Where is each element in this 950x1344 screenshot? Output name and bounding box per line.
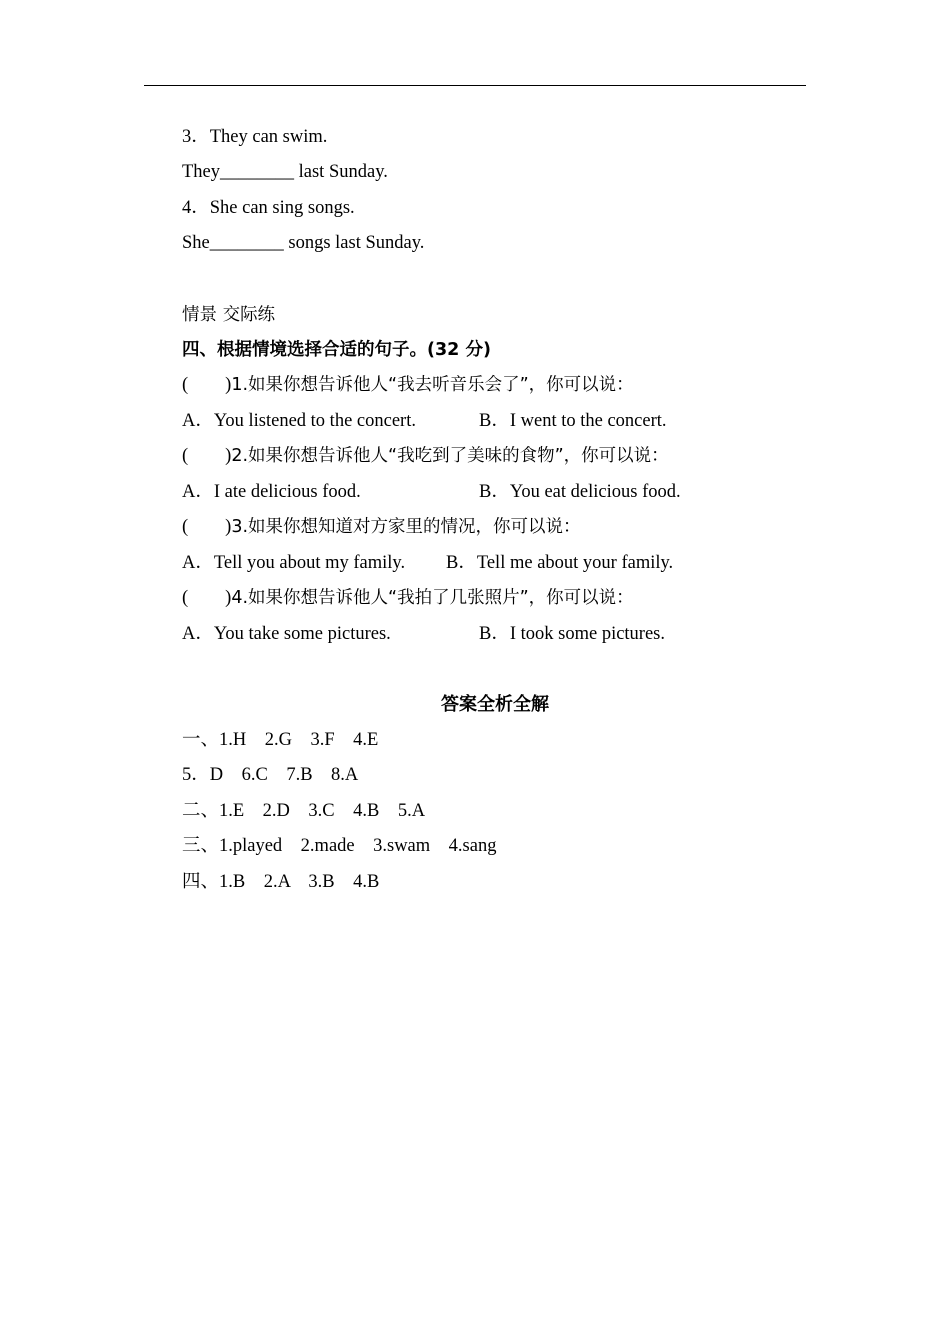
question-text: 1.如果你想告诉他人“我去听音乐会了”，你可以说： bbox=[231, 375, 634, 395]
section4-heading: 四、根据情境选择合适的句子。(32 分) bbox=[182, 340, 491, 360]
question-text: 3.如果你想知道对方家里的情况，你可以说： bbox=[231, 517, 581, 537]
question-text: 2.如果你想告诉他人“我吃到了美味的食物”，你可以说： bbox=[231, 446, 669, 466]
answer-paren: ( ) bbox=[182, 588, 232, 608]
q2-option-a: A．I ate delicious food. bbox=[182, 482, 361, 502]
q3-option-a: A．Tell you about my family. bbox=[182, 553, 406, 573]
header-rule bbox=[144, 85, 806, 86]
question-3 bbox=[182, 515, 581, 539]
q1-option-b: B．I went to the concert. bbox=[479, 411, 667, 431]
answer-paren: ( ) bbox=[182, 517, 232, 537]
question-4 bbox=[182, 586, 634, 610]
q4-option-b: B．I took some pictures. bbox=[479, 624, 666, 644]
q4-answer-line: She________ songs last Sunday. bbox=[182, 233, 425, 253]
q3-prompt: 3．They can swim. bbox=[182, 127, 328, 147]
answer-row: 三、1.played 2.made 3.swam 4.sang bbox=[182, 836, 497, 856]
answers-title: 答案全析全解 bbox=[441, 694, 549, 715]
answer-row: 一、1.H 2.G 3.F 4.E bbox=[182, 730, 379, 750]
q3-answer-line: They________ last Sunday. bbox=[182, 162, 388, 182]
answer-row: 二、1.E 2.D 3.C 4.B 5.A bbox=[182, 801, 426, 821]
section-category: 情景 交际练 bbox=[182, 305, 276, 325]
q2-option-b: B．You eat delicious food. bbox=[479, 482, 681, 502]
answer-row: 5．D 6.C 7.B 8.A bbox=[182, 765, 359, 785]
answer-row: 四、1.B 2.A 3.B 4.B bbox=[182, 872, 380, 892]
q4-prompt: 4．She can sing songs. bbox=[182, 198, 355, 218]
question-2 bbox=[182, 444, 669, 468]
q1-option-a: A．You listened to the concert. bbox=[182, 411, 416, 431]
answer-paren: ( ) bbox=[182, 446, 232, 466]
q4-option-a: A．You take some pictures. bbox=[182, 624, 391, 644]
question-text: 4.如果你想告诉他人“我拍了几张照片”，你可以说： bbox=[231, 588, 634, 608]
question-1 bbox=[182, 373, 634, 397]
answer-paren: ( ) bbox=[182, 375, 232, 395]
q3-option-b: B．Tell me about your family. bbox=[446, 553, 674, 573]
